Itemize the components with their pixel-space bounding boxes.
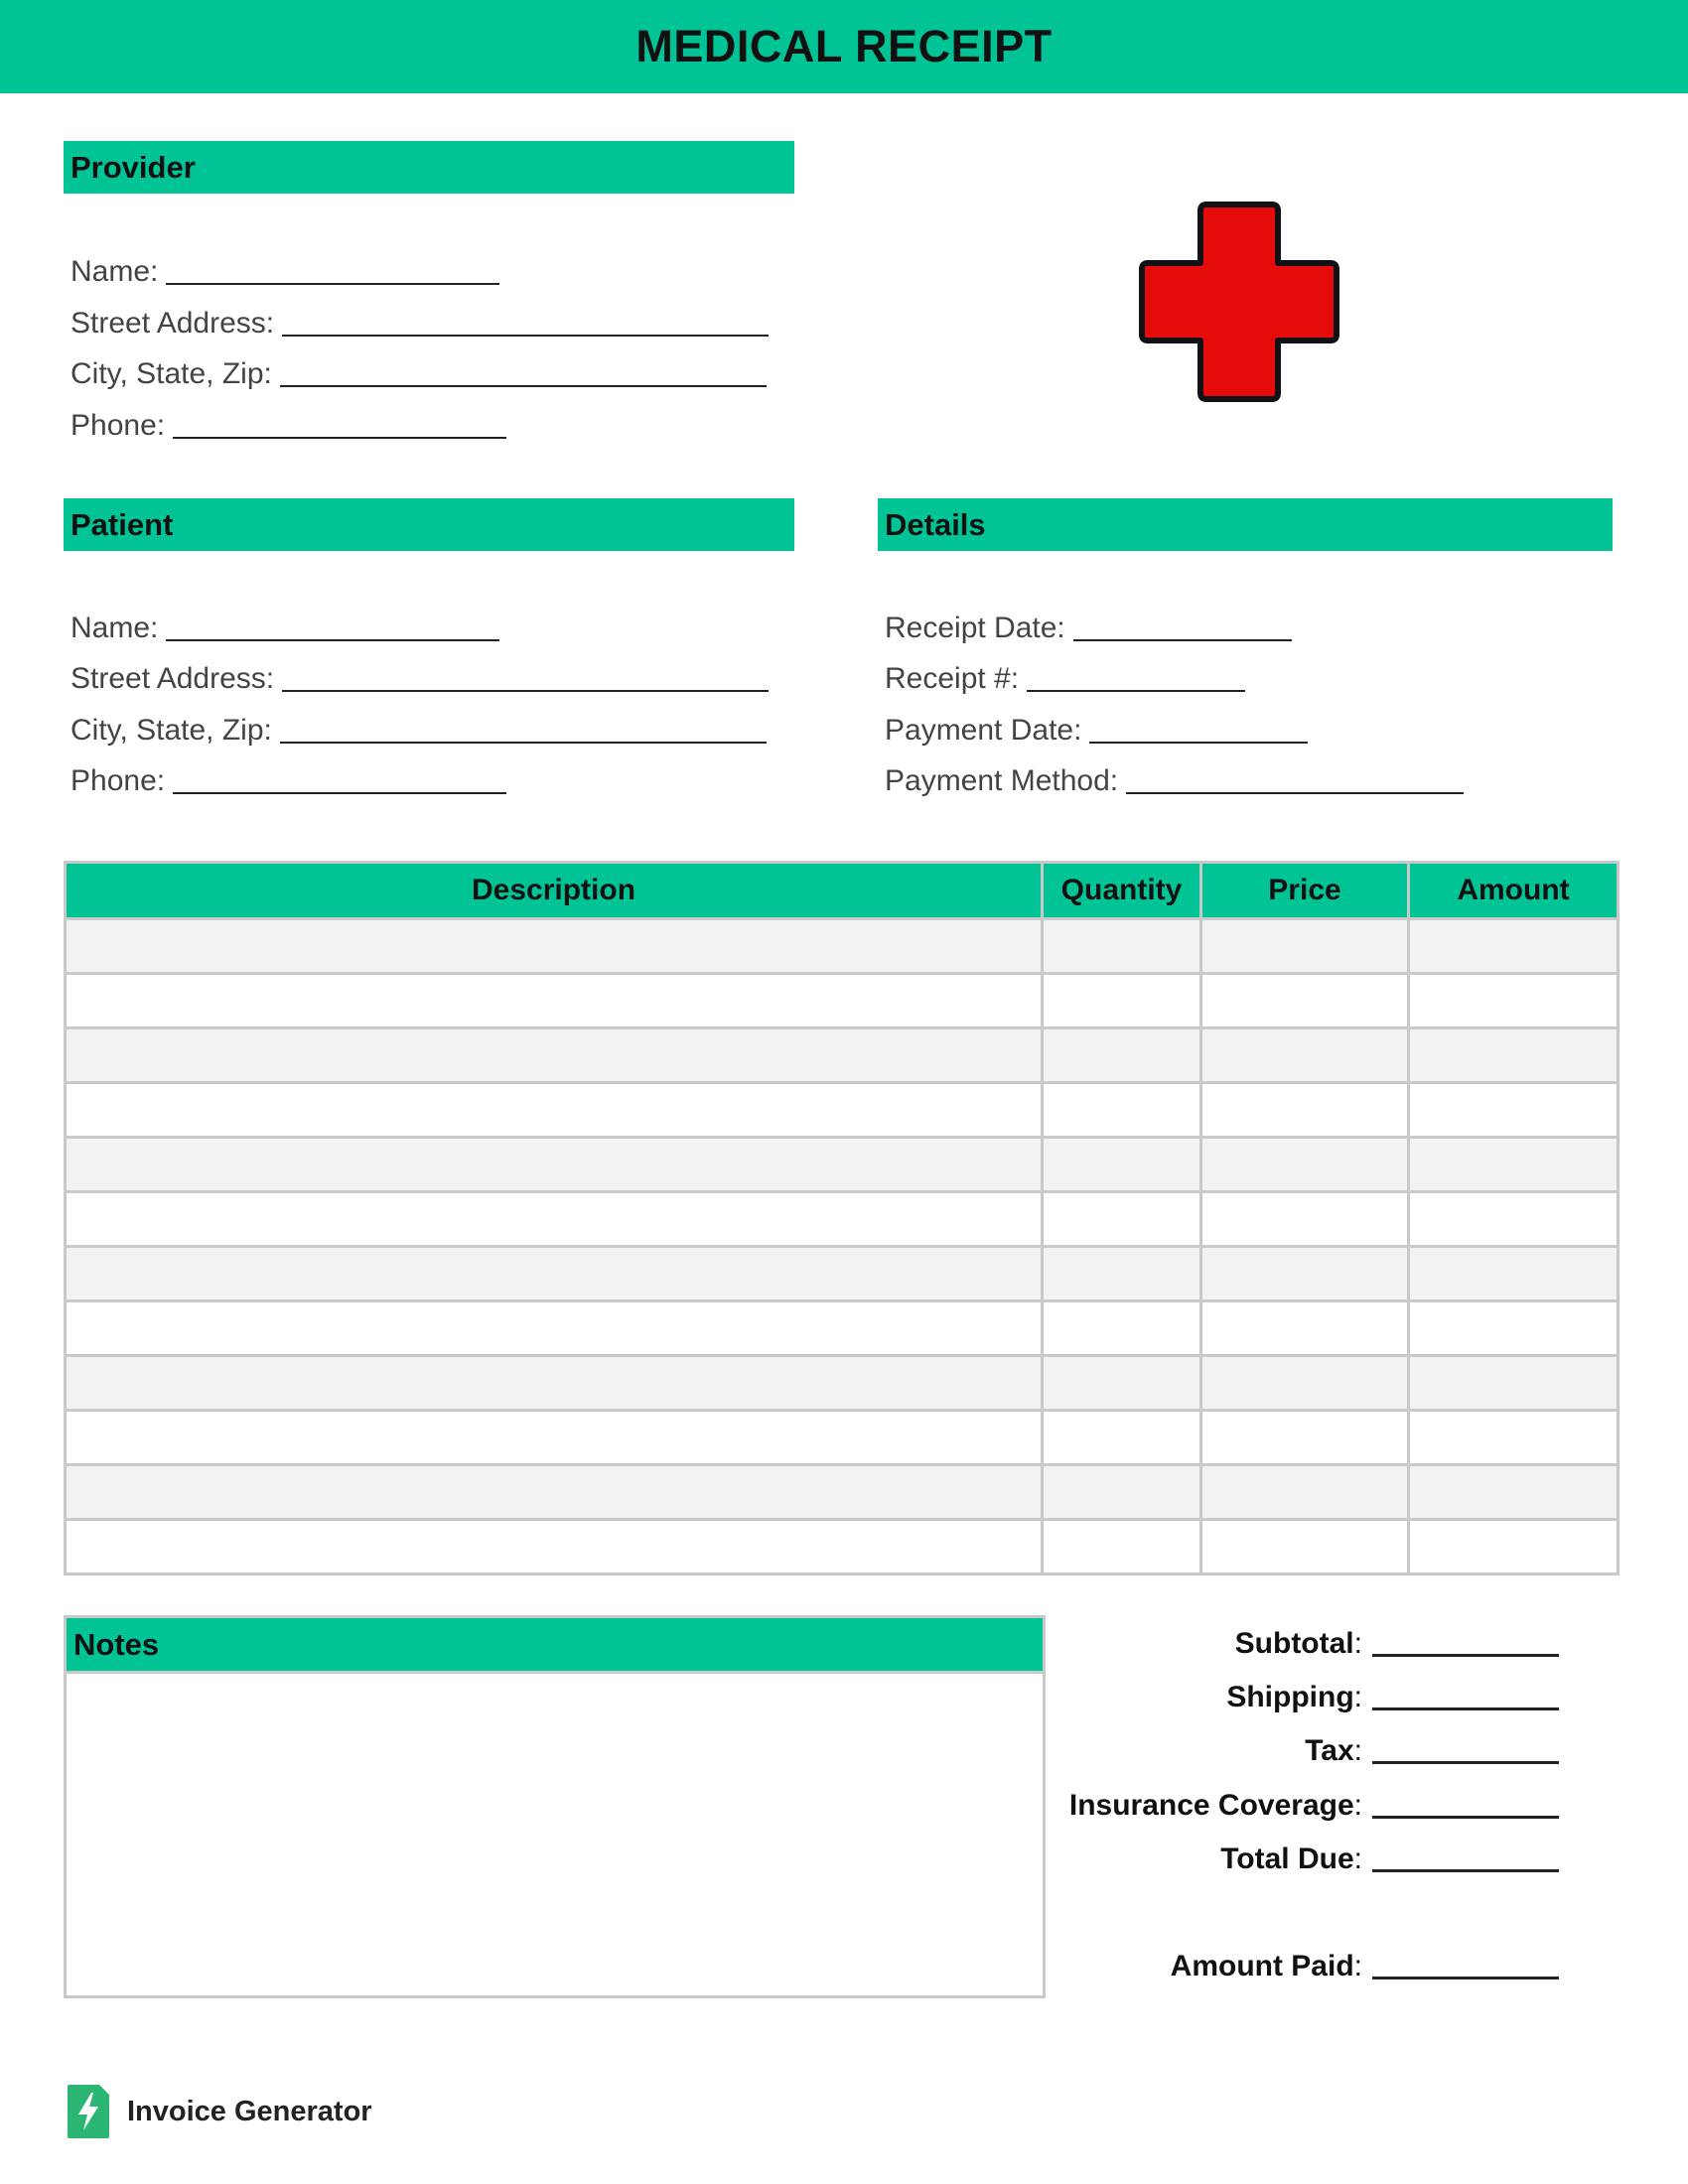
price-cell[interactable] [1201, 1083, 1409, 1138]
details-heading [878, 498, 1613, 551]
payment-date-field[interactable] [885, 704, 1308, 748]
table-row [66, 919, 1618, 974]
patient-city-label: City, State, Zip: [70, 714, 272, 747]
quantity-cell[interactable] [1043, 1192, 1201, 1247]
payment-method-line[interactable] [1126, 762, 1464, 794]
page-title: MEDICAL RECEIPT [635, 21, 1053, 71]
table-header-row [66, 863, 1618, 919]
subtotal-label: Subtotal [1234, 1627, 1354, 1660]
provider-street-line[interactable] [282, 305, 769, 337]
total-due-label: Total Due [1220, 1843, 1354, 1875]
table-row [66, 1356, 1618, 1411]
quantity-cell[interactable] [1043, 1138, 1201, 1192]
provider-phone-label: Phone: [70, 409, 166, 442]
column-header-amount: Amount [1409, 863, 1618, 919]
insurance-coverage-field[interactable] [1053, 1783, 1559, 1823]
price-cell[interactable] [1201, 1520, 1409, 1574]
price-cell[interactable] [1201, 1192, 1409, 1247]
insurance-coverage-label: Insurance Coverage [1068, 1789, 1354, 1822]
amount-paid-line[interactable] [1372, 1947, 1559, 1979]
subtotal-colon: : [1353, 1627, 1362, 1660]
column-header-quantity: Quantity [1043, 863, 1201, 919]
lightning-icon [66, 2083, 111, 2140]
amount-cell[interactable] [1409, 1028, 1618, 1083]
amount-cell[interactable] [1409, 1138, 1618, 1192]
receipt-number-label: Receipt #: [885, 662, 1020, 695]
tax-colon: : [1353, 1734, 1362, 1767]
payment-method-label: Payment Method: [885, 764, 1119, 797]
receipt-date-label: Receipt Date: [885, 612, 1065, 644]
quantity-cell[interactable] [1043, 1083, 1201, 1138]
patient-street-label: Street Address: [70, 662, 275, 695]
quantity-cell[interactable] [1043, 1247, 1201, 1301]
total-due-field[interactable] [1053, 1837, 1559, 1876]
amount-paid-label: Amount Paid [1170, 1950, 1354, 1982]
price-cell[interactable] [1201, 1028, 1409, 1083]
patient-heading-label: Patient [70, 506, 174, 542]
details-heading-label: Details [885, 506, 986, 542]
receipt-number-field[interactable] [885, 652, 1245, 696]
receipt-date-line[interactable] [1073, 610, 1292, 641]
price-cell[interactable] [1201, 1138, 1409, 1192]
price-cell[interactable] [1201, 1301, 1409, 1356]
amount-cell[interactable] [1409, 1301, 1618, 1356]
payment-method-field[interactable] [885, 754, 1464, 798]
price-cell[interactable] [1201, 1356, 1409, 1411]
price-cell[interactable] [1201, 1465, 1409, 1520]
payment-date-line[interactable] [1089, 712, 1308, 744]
provider-name-line[interactable] [166, 253, 499, 285]
patient-phone-line[interactable] [173, 762, 506, 794]
title-bar [0, 0, 1688, 93]
tax-label: Tax [1305, 1734, 1354, 1767]
patient-phone-field[interactable] [70, 754, 506, 798]
provider-phone-field[interactable] [70, 399, 506, 443]
tax-field[interactable] [1053, 1728, 1559, 1768]
quantity-cell[interactable] [1043, 1301, 1201, 1356]
amount-cell[interactable] [1409, 1520, 1618, 1574]
patient-phone-label: Phone: [70, 764, 166, 797]
description-cell[interactable] [66, 1301, 1043, 1356]
amount-paid-field[interactable] [1053, 1944, 1559, 1983]
amount-cell[interactable] [1409, 1083, 1618, 1138]
price-cell[interactable] [1201, 974, 1409, 1028]
provider-street-field[interactable] [70, 297, 769, 341]
notes-textarea[interactable] [64, 1671, 1046, 1998]
subtotal-line[interactable] [1372, 1624, 1559, 1657]
provider-heading-label: Provider [70, 149, 196, 185]
description-cell[interactable] [66, 1083, 1043, 1138]
provider-city-field[interactable] [70, 347, 767, 391]
provider-heading [64, 141, 794, 194]
provider-phone-line[interactable] [173, 407, 506, 439]
amount-cell[interactable] [1409, 1465, 1618, 1520]
description-cell[interactable] [66, 1411, 1043, 1465]
table-row [66, 1192, 1618, 1247]
table-row [66, 1301, 1618, 1356]
quantity-cell[interactable] [1043, 1465, 1201, 1520]
patient-name-label: Name: [70, 612, 159, 644]
quantity-cell[interactable] [1043, 1411, 1201, 1465]
quantity-cell[interactable] [1043, 1520, 1201, 1574]
column-header-price: Price [1201, 863, 1409, 919]
quantity-cell[interactable] [1043, 1028, 1201, 1083]
description-cell[interactable] [66, 1192, 1043, 1247]
description-cell[interactable] [66, 1520, 1043, 1574]
patient-city-line[interactable] [280, 712, 767, 744]
footer-brand[interactable] [66, 2083, 372, 2140]
patient-street-field[interactable] [70, 652, 769, 696]
items-table-body [66, 919, 1618, 1574]
description-cell[interactable] [66, 1138, 1043, 1192]
table-row [66, 1465, 1618, 1520]
description-cell[interactable] [66, 1465, 1043, 1520]
notes-heading [64, 1615, 1046, 1671]
description-cell[interactable] [66, 974, 1043, 1028]
quantity-cell[interactable] [1043, 1356, 1201, 1411]
amount-cell[interactable] [1409, 1411, 1618, 1465]
patient-name-line[interactable] [166, 610, 499, 641]
provider-street-label: Street Address: [70, 307, 275, 340]
amount-cell[interactable] [1409, 1247, 1618, 1301]
quantity-cell[interactable] [1043, 919, 1201, 974]
total-due-colon: : [1353, 1843, 1362, 1875]
description-cell[interactable] [66, 1356, 1043, 1411]
receipt-date-field[interactable] [885, 602, 1292, 645]
table-row [66, 1520, 1618, 1574]
table-row [66, 1028, 1618, 1083]
amount-cell[interactable] [1409, 974, 1618, 1028]
column-header-description: Description [66, 863, 1043, 919]
subtotal-field[interactable] [1053, 1621, 1559, 1661]
price-cell[interactable] [1201, 919, 1409, 974]
receipt-number-line[interactable] [1027, 660, 1245, 692]
table-row [66, 1411, 1618, 1465]
tax-line[interactable] [1372, 1731, 1559, 1764]
provider-city-label: City, State, Zip: [70, 357, 272, 390]
shipping-colon: : [1353, 1681, 1362, 1713]
provider-city-line[interactable] [280, 355, 767, 387]
notes-heading-label: Notes [73, 1626, 160, 1662]
amount-paid-colon: : [1353, 1950, 1362, 1982]
table-row [66, 974, 1618, 1028]
amount-cell[interactable] [1409, 1192, 1618, 1247]
description-cell[interactable] [66, 919, 1043, 974]
patient-city-field[interactable] [70, 704, 767, 748]
patient-name-field[interactable] [70, 602, 499, 645]
patient-street-line[interactable] [282, 660, 769, 692]
patient-heading [64, 498, 794, 551]
provider-name-field[interactable] [70, 245, 499, 289]
description-cell[interactable] [66, 1247, 1043, 1301]
medical-cross-icon [1134, 197, 1344, 407]
table-row [66, 1138, 1618, 1192]
provider-name-label: Name: [70, 255, 159, 288]
items-table [64, 861, 1619, 1575]
total-due-line[interactable] [1372, 1840, 1559, 1872]
table-row [66, 1083, 1618, 1138]
brand-name: Invoice Generator [127, 2095, 372, 2127]
quantity-cell[interactable] [1043, 974, 1201, 1028]
table-row [66, 1247, 1618, 1301]
insurance-colon: : [1353, 1789, 1362, 1822]
description-cell[interactable] [66, 1028, 1043, 1083]
shipping-label: Shipping [1226, 1681, 1354, 1713]
insurance-coverage-line[interactable] [1372, 1786, 1559, 1819]
price-cell[interactable] [1201, 1411, 1409, 1465]
amount-cell[interactable] [1409, 1356, 1618, 1411]
shipping-field[interactable] [1053, 1675, 1559, 1714]
shipping-line[interactable] [1372, 1678, 1559, 1710]
amount-cell[interactable] [1409, 919, 1618, 974]
payment-date-label: Payment Date: [885, 714, 1082, 747]
price-cell[interactable] [1201, 1247, 1409, 1301]
